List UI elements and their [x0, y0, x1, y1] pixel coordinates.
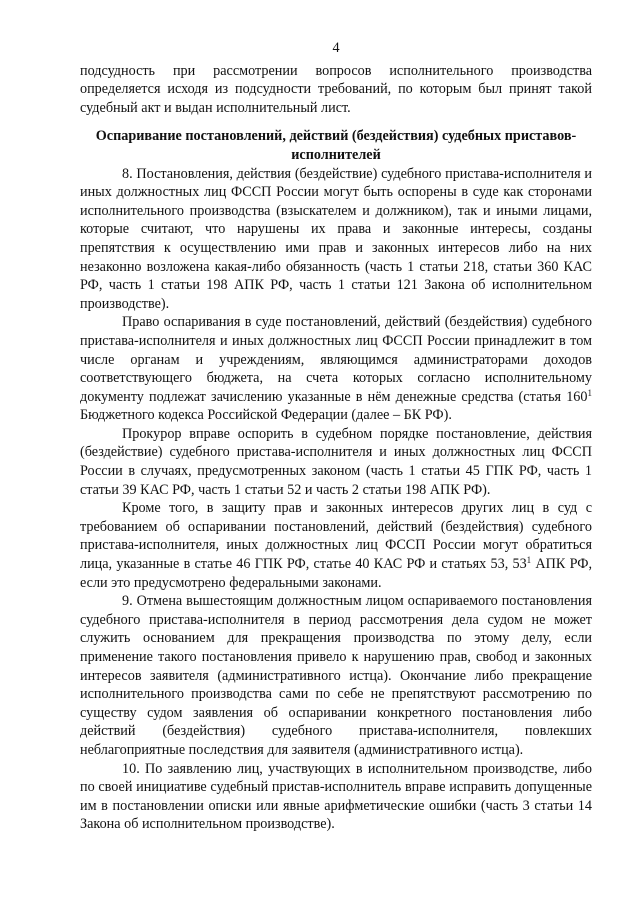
paragraph-9: 9. Отмена вышестоящим должностным лицом оспариваемого постановления судебного пристава-исполнителя в период рассмотрения дела судом не может служить основанием для прекращения производства по этому делу, если применение такого постановления привело к нарушению прав, свобод и законных интересов заявителя (административного истца). Окончание либо прекращение исполнительного производства сами по себе не препятствуют рассмотрению по существу судом заявления об оспаривании конкретного постановления либо действий (бездействия) судебного пристава-исполнителя, повлекших неблагоприятные последствия для заявителя (административного истца).	[80, 593, 592, 758]
paragraph-text: Бюджетного кодекса Российской Федерации (далее – БК РФ).	[80, 407, 452, 424]
superscript: 1	[526, 555, 532, 566]
paragraph-8: 8. Постановления, действия (бездействие) судебного пристава-исполнителя и иных должностных лиц ФССП России могут быть оспорены в суде как сторонами исполнительного производства (взыскателем и должником), так и иными лицами, которые считают, что нарушены их права и законные интересы, созданы препятствия к осуществлению ими прав и законных интересов либо на них незаконно возложена какая-либо обязанность (часть 1 статьи 218, статьи 360 КАС РФ, часть 1 статьи 198 АПК РФ, часть 1 статьи 121 Закона об исполнительном производстве).	[80, 165, 592, 312]
paragraph-text: Право оспаривания в суде постановлений, действий (бездействия) судебного пристава-исполнителя и иных должностных лиц ФССП России принадлежит в том числе органам и учреждениям, являющимся администраторами доходов соответствующего бюджета, на счета которых согласно исполнительному документу подлежат зачислению указанные в нём денежные средства (статья 160	[80, 314, 592, 405]
paragraph-text: АПК РФ, если это предусмотрено федеральными законами.	[80, 556, 593, 591]
section-heading: Оспаривание постановлений, действий (бездействия) судебных приставов-исполнителей	[95, 128, 577, 163]
paragraph-10: 10. По заявлению лиц, участвующих в исполнительном производстве, либо по своей инициативе судебный пристав-исполнитель вправе исправить допущенные им в постановлении описки или явные арифметические ошибки (часть 3 статьи 14 Закона об исполнительном производстве).	[80, 760, 592, 833]
continuation-paragraph: подсудность при рассмотрении вопросов исполнительного производства определяется исходя из подсудности требований, по которым был принят такой судебный акт и выдан исполнительный лист.	[80, 62, 592, 116]
paragraph-right-to-challenge	[80, 313, 592, 425]
paragraph-text: Кроме того, в защиту прав и законных интересов других лиц в суд с требованием об оспаривании постановлений, действий (бездействия) судебного пристава-исполнителя, иных должностных лиц ФССП России могут обратиться лица, указанные в статье 46 ГПК РФ, статье 40 КАС РФ и статьях 53, 53	[80, 500, 592, 573]
paragraph-other-persons	[80, 499, 592, 592]
paragraph-prosecutor: Прокурор вправе оспорить в судебном порядке постановление, действия (бездействие) судебного пристава-исполнителя и иных должностных лиц ФССП России в случаях, предусмотренных законом (часть 1 статьи 45 ГПК РФ, часть 1 статьи 39 КАС РФ, часть 1 статьи 52 и часть 2 статьи 198 АПК РФ).	[80, 425, 592, 498]
superscript: 1	[587, 387, 592, 398]
page-number: 4	[332, 40, 340, 56]
